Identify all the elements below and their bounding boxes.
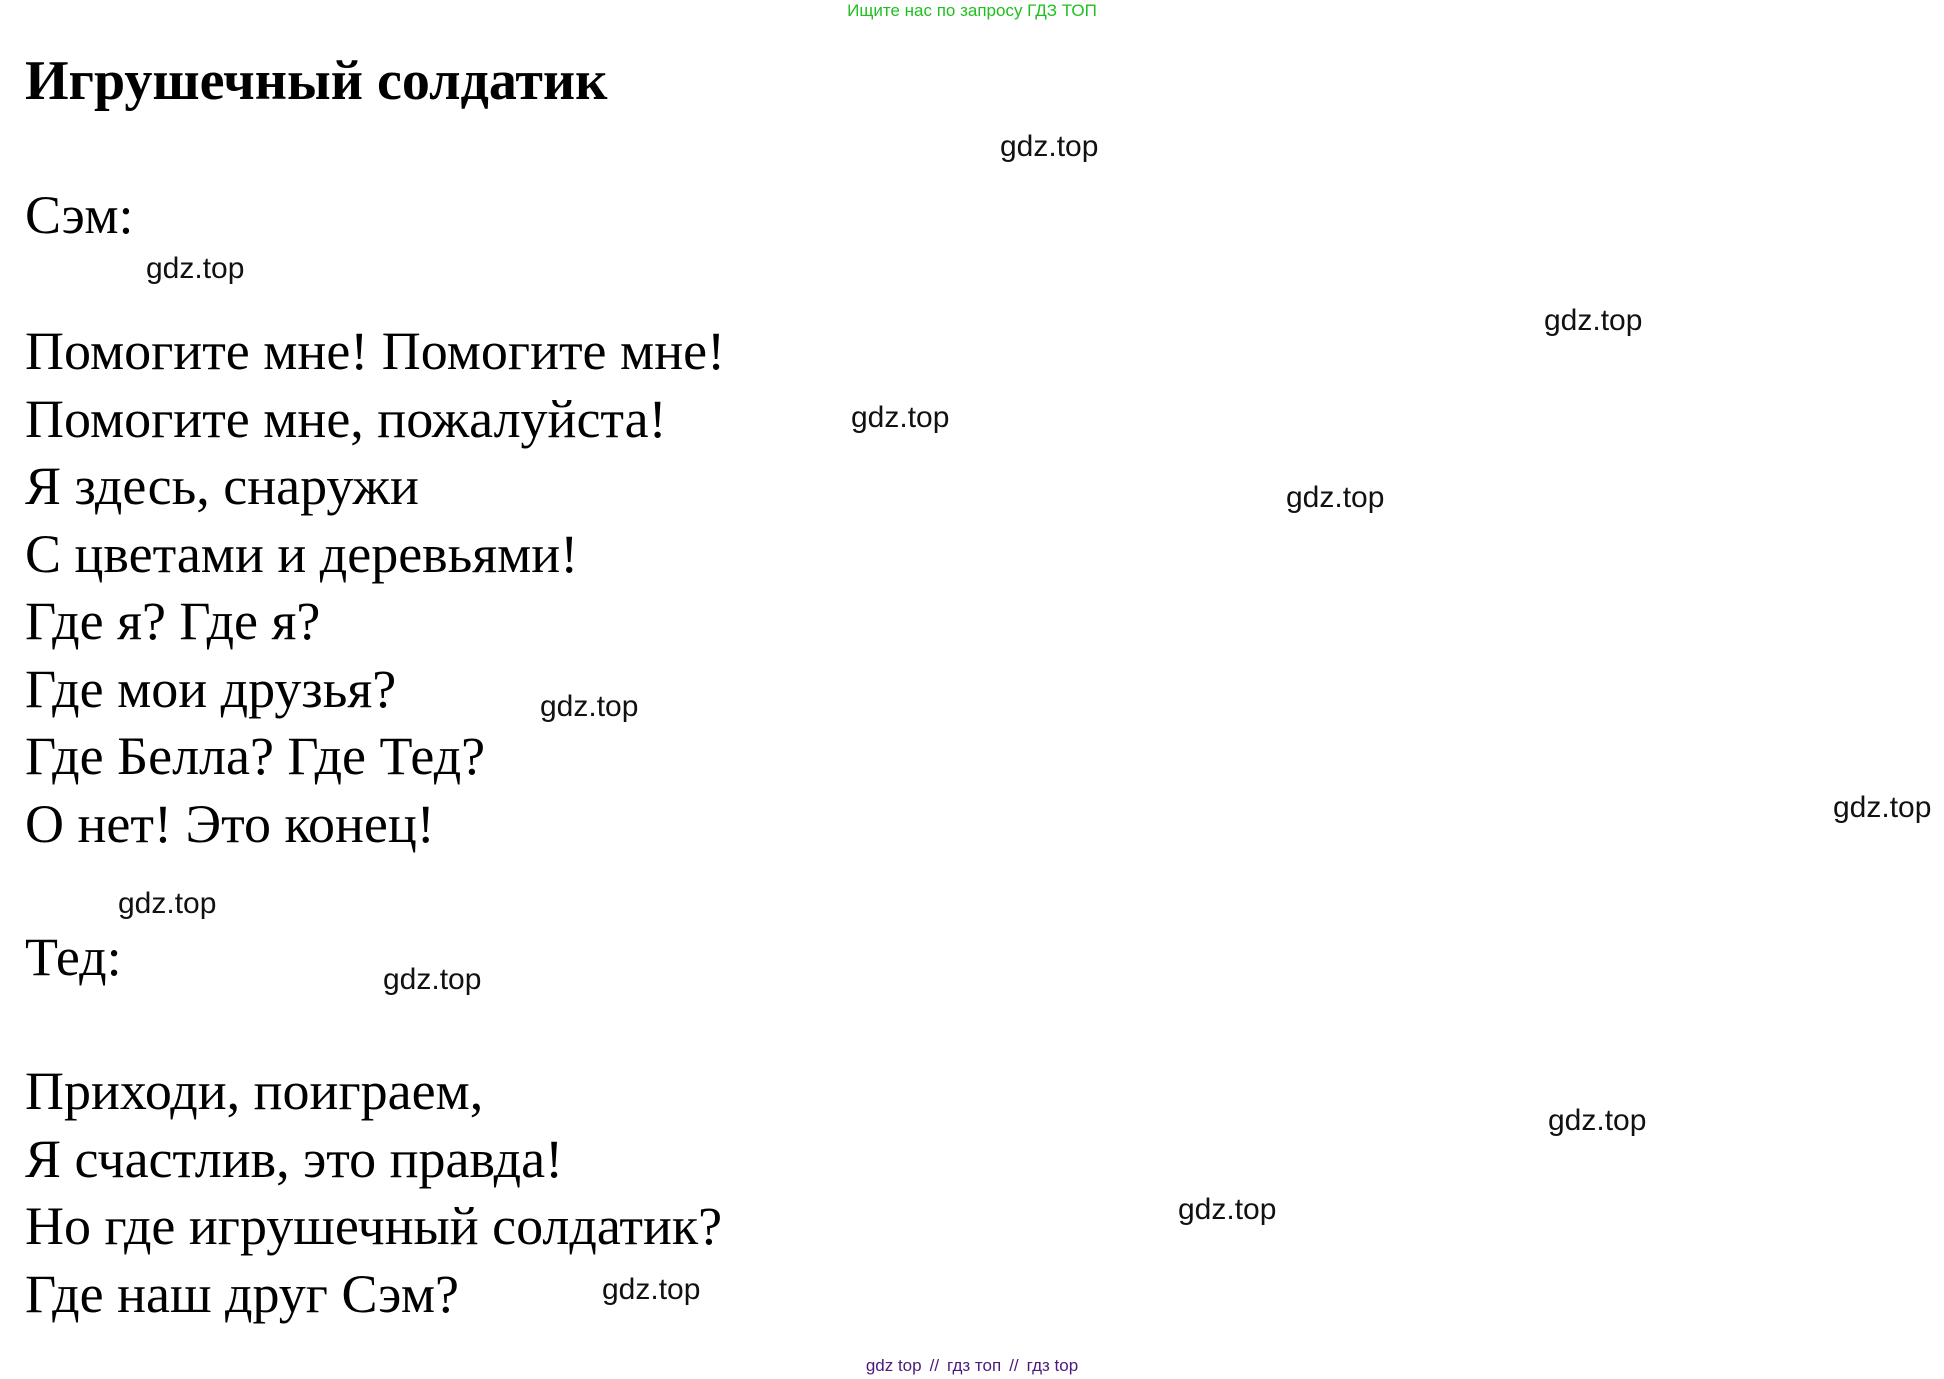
watermark: gdz.top — [540, 690, 639, 723]
watermark: gdz.top — [1548, 1104, 1647, 1137]
watermark: gdz.top — [851, 401, 950, 434]
footer — [0, 1356, 1944, 1376]
verse-line: Где я? Где я? — [25, 591, 321, 651]
speaker-ted: Тед: — [25, 927, 122, 987]
watermark: gdz.top — [383, 963, 482, 996]
watermark: gdz.top — [1833, 791, 1932, 824]
watermark: gdz.top — [1286, 481, 1385, 514]
verse-line: Где Белла? Где Тед? — [25, 726, 486, 786]
verse-line: Где мои друзья? — [25, 658, 397, 719]
footer-item: gdz top — [865, 1356, 922, 1375]
stanza-sam — [25, 318, 725, 858]
page-title: Игрушечный солдатик — [25, 50, 608, 112]
speaker-sam: Сэм: — [25, 185, 134, 245]
verse-line: Но где игрушечный солдатик? — [25, 1196, 723, 1256]
watermark: gdz.top — [118, 887, 217, 920]
footer-separator: // — [1009, 1356, 1019, 1375]
watermark: gdz.top — [146, 252, 245, 285]
verse-line: О нет! Это конец! — [25, 793, 435, 854]
verse-line: Помогите мне! Помогите мне! — [25, 321, 726, 381]
verse-line: С цветами и деревьями! — [25, 523, 579, 584]
verse-line: Я здесь, снаружи — [25, 456, 419, 516]
watermark: gdz.top — [1178, 1193, 1277, 1226]
verse-line: Приходи, поиграем, — [25, 1061, 484, 1121]
verse-line: Где наш друг Сэм? — [25, 1263, 459, 1324]
footer-item: гдз топ — [947, 1356, 1002, 1375]
watermark: gdz.top — [602, 1273, 701, 1306]
footer-item: гдз top — [1026, 1356, 1079, 1375]
verse-line: Я счастлив, это правда! — [25, 1128, 564, 1189]
watermark: gdz.top — [1000, 130, 1099, 163]
top-banner: Ищите нас по запросу ГДЗ ТОП — [847, 1, 1097, 20]
watermark: gdz.top — [1544, 304, 1643, 337]
verse-line: Помогите мне, пожалуйста! — [25, 388, 667, 449]
footer-separator: // — [929, 1356, 940, 1375]
